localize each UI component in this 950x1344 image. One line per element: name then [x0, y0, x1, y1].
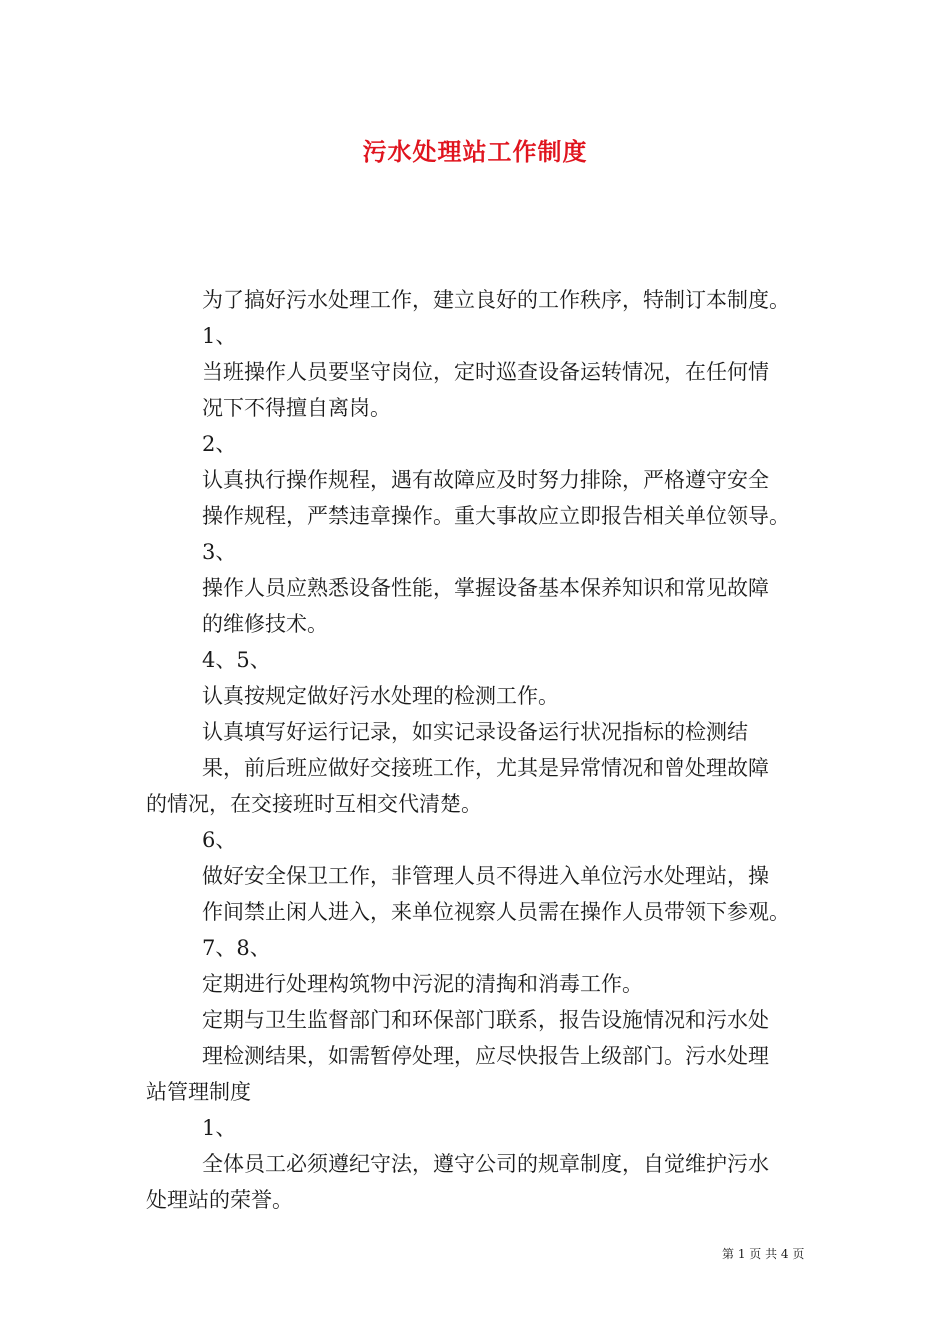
paragraph-line: 认真执行操作规程，遇有故障应及时努力排除，严格遵守安全 — [202, 468, 769, 492]
document-title: 污水处理站工作制度 — [362, 137, 588, 166]
paragraph-line: 操作人员应熟悉设备性能，掌握设备基本保养知识和常见故障 — [202, 576, 769, 600]
paragraph-line: 2、 — [202, 432, 237, 456]
paragraph-line: 认真按规定做好污水处理的检测工作。 — [202, 684, 559, 708]
paragraph-line: 定期与卫生监督部门和环保部门联系，报告设施情况和污水处 — [202, 1008, 769, 1032]
paragraph-line: 全体员工必须遵纪守法，遵守公司的规章制度，自觉维护污水 — [202, 1152, 769, 1176]
paragraph-line: 6、 — [202, 828, 237, 852]
page-number: 第 1 页 共 4 页 — [722, 1247, 805, 1261]
paragraph-line: 果，前后班应做好交接班工作，尤其是异常情况和曾处理故障 — [202, 756, 769, 780]
paragraph-line: 理检测结果，如需暂停处理，应尽快报告上级部门。污水处理 — [202, 1044, 769, 1068]
paragraph-line: 3、 — [202, 540, 237, 564]
paragraph-line: 的维修技术。 — [202, 612, 328, 636]
paragraph-line: 认真填写好运行记录，如实记录设备运行状况指标的检测结 — [202, 720, 748, 744]
paragraph-line: 4、5、 — [202, 648, 271, 672]
paragraph-line: 当班操作人员要坚守岗位，定时巡查设备运转情况，在任何情 — [202, 360, 769, 384]
paragraph-line: 定期进行处理构筑物中污泥的清掏和消毒工作。 — [202, 972, 643, 996]
paragraph-line: 站管理制度 — [146, 1080, 251, 1104]
paragraph-line: 1、 — [202, 1116, 237, 1140]
paragraph-line: 况下不得擅自离岗。 — [202, 396, 391, 420]
paragraph-line: 的情况，在交接班时互相交代清楚。 — [146, 792, 482, 816]
paragraph-line: 操作规程，严禁违章操作。重大事故应立即报告相关单位领导。 — [202, 504, 790, 528]
paragraph-line: 7、8、 — [202, 936, 271, 960]
paragraph-line: 作间禁止闲人进入，来单位视察人员需在操作人员带领下参观。 — [202, 900, 790, 924]
paragraph-line: 为了搞好污水处理工作，建立良好的工作秩序，特制订本制度。 — [202, 288, 790, 312]
paragraph-line: 处理站的荣誉。 — [146, 1188, 293, 1212]
paragraph-line: 1、 — [202, 324, 237, 348]
paragraph-line: 做好安全保卫工作，非管理人员不得进入单位污水处理站，操 — [202, 864, 769, 888]
